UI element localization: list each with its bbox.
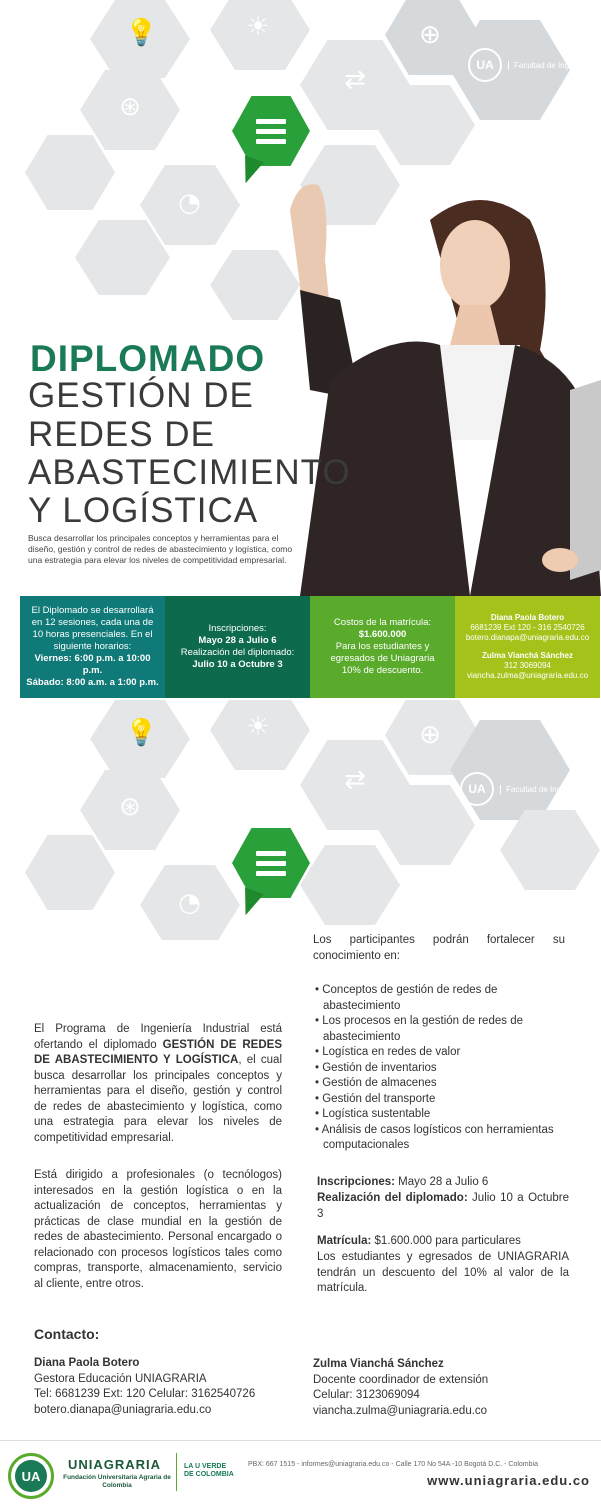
cost-note: Para los estudiantes y egresados de Uniagraria 10% de descuento. (330, 641, 435, 676)
info-band (20, 596, 600, 698)
decor-hexagon (500, 810, 600, 890)
contact2-name: Zulma Vianchá Sánchez (482, 651, 573, 660)
right-intro: Los participantes podrán fortalecer su conocimiento en: (313, 934, 565, 962)
brand-subtitle: Fundación Universitaria Agraria de Colombia (63, 1474, 171, 1489)
title-highlight: DIPLOMADO (30, 338, 266, 379)
ua-logo-icon: UA (468, 48, 502, 82)
lightbulb-icon: ☀ (246, 12, 270, 42)
decor-hexagon (25, 835, 115, 910)
globe-icon: ⊛ (119, 792, 141, 822)
decor-hexagon (75, 220, 170, 295)
hero-section (0, 0, 601, 596)
list-item: • Gestión de inventarios (315, 1061, 437, 1074)
schedule-desc: El Diplomado se desarrollará en 12 sesiones, cada una de 10 horas presenciales. En el siguiente horarios: (31, 605, 154, 652)
contact1-email[interactable]: botero.dianapa@uniagraria.edu.co (465, 633, 590, 642)
contact1-name: Diana Paola Botero (490, 613, 565, 622)
arrows-icon: ⇄ (344, 765, 366, 795)
target-audience: Está dirigido a profesionales (o tecnólogos) interesados en la gestión logística o en la actualización de conceptos, herramientas y prácticas de clase mundial en la gestión de redes de abastecimiento. Personal encargado o relacionado con procesos logísticos tales como compras, transporte, almacenamiento, servicio al cliente, entre otros. (34, 1169, 282, 1290)
list-item: • Los procesos en la gestión de redes de abastecimiento (315, 1015, 523, 1043)
faculty-badge (460, 772, 586, 806)
tuition-note: Los estudiantes y egresados de UNIAGRARIA tendrán un descuento del 10% al valor de la matrícula. (317, 1251, 569, 1294)
faculty-label: Facultad de Ingeniería (508, 61, 594, 70)
topics-list (313, 983, 565, 1154)
cost-label: Costos de la matrícula: (333, 617, 432, 628)
program-desc-text: , el cual busca desarrollar los principales conceptos y herramientas para el diseño, gestión y control de redes de abastecimiento y logística, como una estrategia para elevar los niveles de competitividad empresarial. (34, 1054, 283, 1144)
uniagraria-logo-icon: UA (8, 1453, 54, 1499)
contact2-email[interactable]: viancha.zulma@uniagraria.edu.co (313, 1404, 488, 1417)
list-item: • Gestión del transporte (315, 1092, 436, 1105)
title-line-2: REDES DE (28, 415, 215, 454)
dates-value-1: Mayo 28 a Julio 6 (198, 635, 277, 646)
lightbulb-icon: 💡 (125, 18, 158, 48)
businesswoman-image (270, 140, 601, 596)
contact-heading: Contacto: (34, 1326, 100, 1342)
contact1-email[interactable]: botero.dianapa@uniagraria.edu.co (34, 1403, 212, 1416)
list-item: • Logística sustentable (315, 1108, 431, 1120)
contact-person-1 (34, 1356, 304, 1418)
realization-label: Realización del diplomado: (317, 1192, 468, 1204)
contact2-phone: Celular: 3123069094 (313, 1389, 420, 1401)
schedule-friday: Viernes: 6:00 p.m. a 10:00 p.m. (34, 653, 151, 676)
list-item: • Conceptos de gestión de redes de abastecimiento (315, 984, 498, 1012)
lightbulb-icon: 💡 (125, 718, 158, 748)
hexagon-graphic (0, 700, 601, 940)
program-name: GESTIÓN DE REDES DE ABASTECIMIENTO Y LOGÍSTICA (34, 1038, 282, 1066)
chat-bubble-tail (236, 887, 264, 918)
title-line-3: ABASTECIMIENTO (28, 453, 351, 492)
dates-label-2: Realización del diplomado: (180, 647, 295, 658)
dates-value-2: Julio 10 a Octubre 3 (192, 659, 283, 670)
cost-cell (310, 596, 455, 698)
menu-icon (256, 851, 286, 877)
lightbulb-icon: ☀ (246, 712, 270, 742)
title-line-1: GESTIÓN DE (28, 376, 254, 415)
schedule-cell (20, 596, 165, 698)
brand-name: UNIAGRARIA (68, 1457, 162, 1472)
inscriptions-value: Mayo 28 a Julio 6 (394, 1176, 489, 1188)
arrows-icon: ⇄ (344, 65, 366, 95)
tuition-label: Matrícula: (317, 1235, 372, 1247)
slogan: LA U VERDE DE COLOMBIA (184, 1463, 234, 1478)
dates-cell (165, 596, 310, 698)
title-line-4: Y LOGÍSTICA (28, 491, 259, 530)
contact1-phone: 6681239 Ext 120 - 316 2540726 (470, 623, 585, 632)
list-item: • Logística en redes de valor (315, 1046, 461, 1058)
decor-hexagon (300, 845, 400, 925)
inscriptions-info (317, 1175, 569, 1191)
address-line: PBX: 667 1515 - informes@uniagraria.edu.co - Calle 170 No 54A -10 Bogotá D.C. - Colombia (248, 1461, 538, 1468)
ua-logo-icon: UA (460, 772, 494, 806)
inscriptions-label: Inscripciones: (317, 1176, 395, 1188)
program-description (34, 1022, 282, 1146)
intro-text: Busca desarrollar los principales conceptos y herramientas para el diseño, gestión y control de redes de abastecimiento y logística, como una estrategia para elevar los niveles de competitividad empresarial. (28, 533, 293, 565)
contact1-name: Diana Paola Botero (34, 1357, 140, 1369)
clock-icon: ◔ (178, 888, 201, 918)
website-link[interactable]: www.uniagraria.edu.co (427, 1473, 590, 1488)
footer (0, 1440, 601, 1512)
globe-icon: ⊛ (119, 92, 141, 122)
contact2-name: Zulma Vianchá Sánchez (313, 1358, 444, 1370)
search-icon: ⊕ (419, 720, 441, 750)
contact-person-2 (313, 1357, 583, 1419)
chat-bubble-tail (236, 155, 264, 186)
program-desc-text: El Programa de Ingeniería Industrial está ofertando el diplomado (34, 1023, 282, 1051)
schedule-saturday: Sábado: 8:00 a.m. a 1:00 p.m. (26, 677, 159, 688)
contact2-phone: 312 3069094 (504, 661, 551, 670)
list-item: • Gestión de almacenes (315, 1077, 437, 1089)
cost-value: $1.600.000 (358, 629, 407, 640)
contact1-phone: Tel: 6681239 Ext: 120 Celular: 3162540726 (34, 1388, 256, 1400)
dates-label-1: Inscripciones: (208, 623, 267, 634)
contact1-role: Gestora Educación UNIAGRARIA (34, 1372, 207, 1385)
clock-icon: ◔ (178, 188, 201, 218)
contact2-role: Docente coordinador de extensión (313, 1373, 489, 1386)
list-item: • Análisis de casos logísticos con herramientas computacionales (315, 1123, 554, 1151)
faculty-label: Facultad de Ingeniería (500, 785, 586, 794)
realization-value: Julio 10 a Octubre 3 (317, 1192, 569, 1220)
contact2-email[interactable]: viancha.zulma@uniagraria.edu.co (466, 671, 589, 680)
tuition-value: $1.600.000 para particulares (371, 1235, 521, 1247)
decor-hexagon (25, 135, 115, 210)
faculty-badge (468, 48, 594, 82)
realization-info (317, 1191, 569, 1222)
contacts-cell (455, 596, 600, 698)
search-icon: ⊕ (419, 20, 441, 50)
tuition-info (317, 1234, 569, 1250)
